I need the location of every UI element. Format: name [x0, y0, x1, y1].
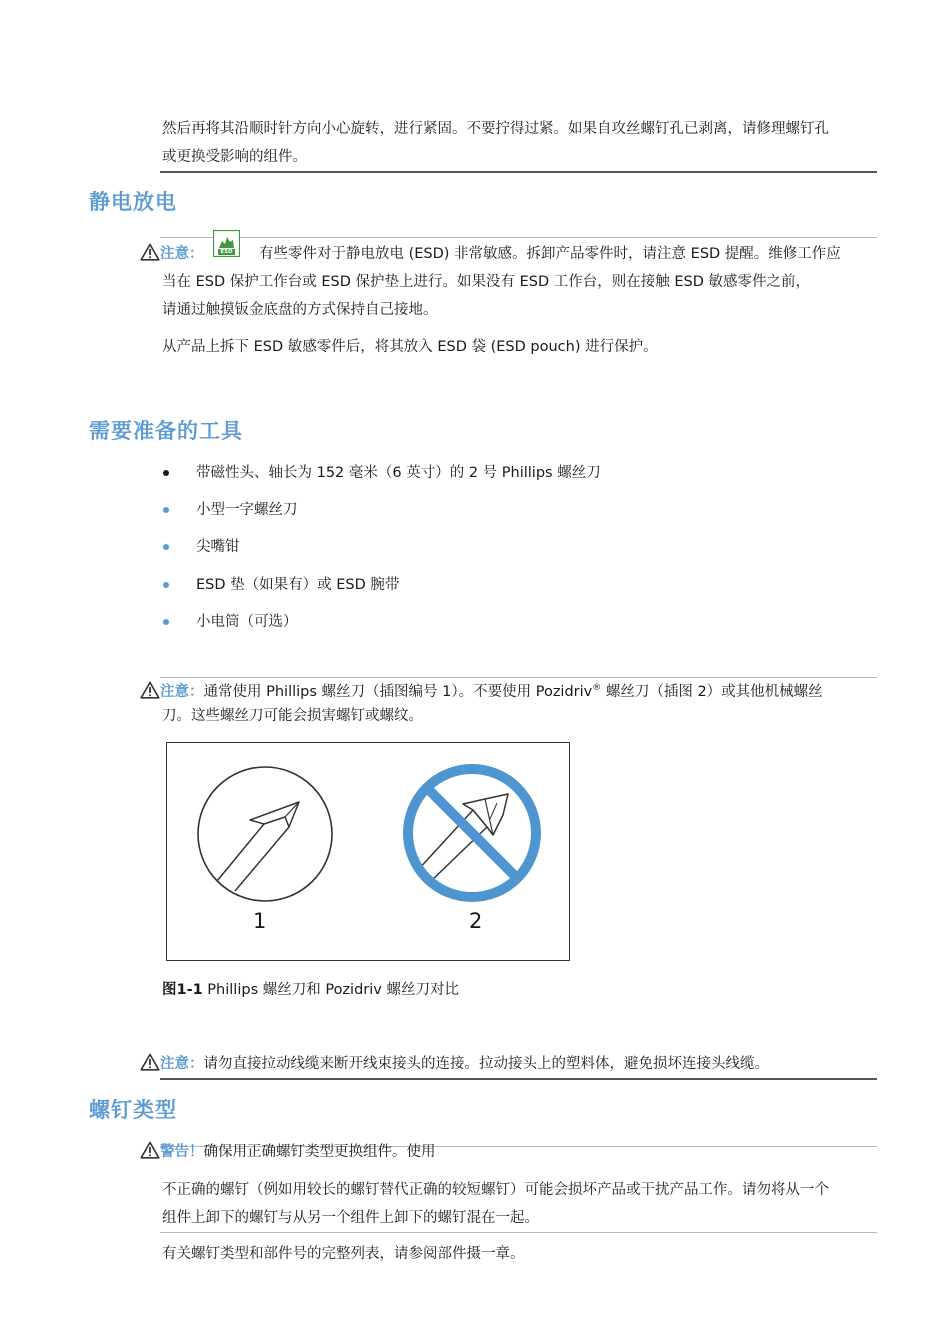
- warning-icon: [140, 1141, 160, 1169]
- warning-icon: [140, 681, 160, 709]
- screw-para-2: 有关螺钉类型和部件号的完整列表，请参阅部件摄一章。: [162, 1246, 525, 1262]
- note-label: 注意：: [160, 246, 204, 262]
- figure-caption-number: 图1-1: [162, 982, 203, 998]
- esd-icon: [213, 230, 240, 257]
- bullet-dot: [163, 507, 169, 513]
- note-label: 注意：: [160, 1056, 204, 1072]
- section-divider: [160, 1078, 877, 1080]
- figure-label-2: 2: [469, 909, 483, 933]
- tool-item-3: 尖嘴钳: [196, 539, 240, 555]
- warning-label: 警告！: [160, 1144, 204, 1160]
- tools-note-text-b: 螺丝刀（插图 2）或其他机械螺丝: [601, 683, 823, 700]
- cable-note: [140, 1050, 769, 1081]
- intro-line-1: 然后再将其沿顺时针方向小心旋转，进行紧固。不要拧得过紧。如果自攻丝螺钉孔已剥离，请修理螺钉孔: [162, 121, 829, 137]
- intro-line-2: 或更换受影响的组件。: [162, 149, 307, 165]
- screw-warning: [140, 1138, 436, 1169]
- screw-para-line-1: 不正确的螺钉（例如用较长的螺钉替代正确的较短螺钉）可能会损坏产品或干扰产品工作。请勿将从一个: [162, 1182, 829, 1198]
- heading-tools: 需要准备的工具: [89, 419, 243, 443]
- note-label: 注意：: [160, 683, 204, 700]
- bullet-dot: [163, 544, 169, 550]
- section-divider: [160, 171, 877, 173]
- tool-item-5: 小电筒（可选）: [196, 614, 298, 630]
- bullet-dot: [163, 582, 169, 588]
- screw-warning-text: 确保用正确螺钉类型更换组件。使用: [203, 1144, 436, 1160]
- figure-caption: [162, 978, 459, 999]
- esd-note-line-1: 有些零件对于静电放电 (ESD) 非常敏感。拆卸产品零件时，请注意 ESD 提醒。维修工作应: [259, 246, 841, 262]
- pozidriv-screwdriver-drawing: [417, 794, 508, 883]
- esd-note-line-3: 请通过触摸钣金底盘的方式保持自己接地。: [162, 302, 438, 318]
- figure-label-1: 1: [253, 909, 267, 933]
- tool-item-4: ESD 垫（如果有）或 ESD 腕带: [196, 577, 400, 593]
- warning-icon: [140, 243, 160, 271]
- screw-para-line-2: 组件上卸下的螺钉与从另一个组件上卸下的螺钉混在一起。: [162, 1210, 539, 1226]
- prohibited-sign: [408, 769, 536, 897]
- bullet-dot: [163, 470, 169, 476]
- note-divider: [160, 237, 877, 238]
- esd-note: [140, 240, 204, 271]
- tool-item-1: 带磁性头、轴长为 152 毫米（6 英寸）的 2 号 Phillips 螺丝刀: [196, 465, 601, 481]
- esd-note-line-2: 当在 ESD 保护工作台或 ESD 保护垫上进行。如果没有 ESD 工作台，则在接触 ESD 敏感零件之前，: [162, 274, 810, 290]
- screwdriver-comparison-illustration: [167, 743, 569, 960]
- cable-note-text: 请勿直接拉动线缆来断开线束接头的连接。拉动接头上的塑料体，避免损坏连接头线缆。: [203, 1056, 769, 1072]
- esd-badge-text: ESD: [220, 248, 233, 255]
- esd-paragraph: 从产品上拆下 ESD 敏感零件后，将其放入 ESD 袋 (ESD pouch) 进行保护。: [162, 339, 658, 355]
- bullet-dot: [163, 619, 169, 625]
- screwdriver-figure: [166, 742, 570, 961]
- heading-esd: 静电放电: [89, 190, 177, 214]
- figure-caption-text: Phillips 螺丝刀和 Pozidriv 螺丝刀对比: [202, 982, 459, 998]
- registered-mark: ®: [592, 683, 602, 693]
- warning-icon: [140, 1053, 160, 1081]
- tools-note-line-2: 刀。这些螺丝刀可能会损害螺钉或螺纹。: [162, 708, 423, 724]
- tool-item-2: 小型一字螺丝刀: [196, 502, 298, 518]
- phillips-screwdriver-drawing: [198, 767, 332, 901]
- heading-screw-types: 螺钉类型: [89, 1098, 177, 1122]
- paragraph-divider: [160, 1232, 877, 1233]
- tools-note-text-a: 通常使用 Phillips 螺丝刀（插图编号 1）。不要使用 Pozidriv: [203, 683, 593, 700]
